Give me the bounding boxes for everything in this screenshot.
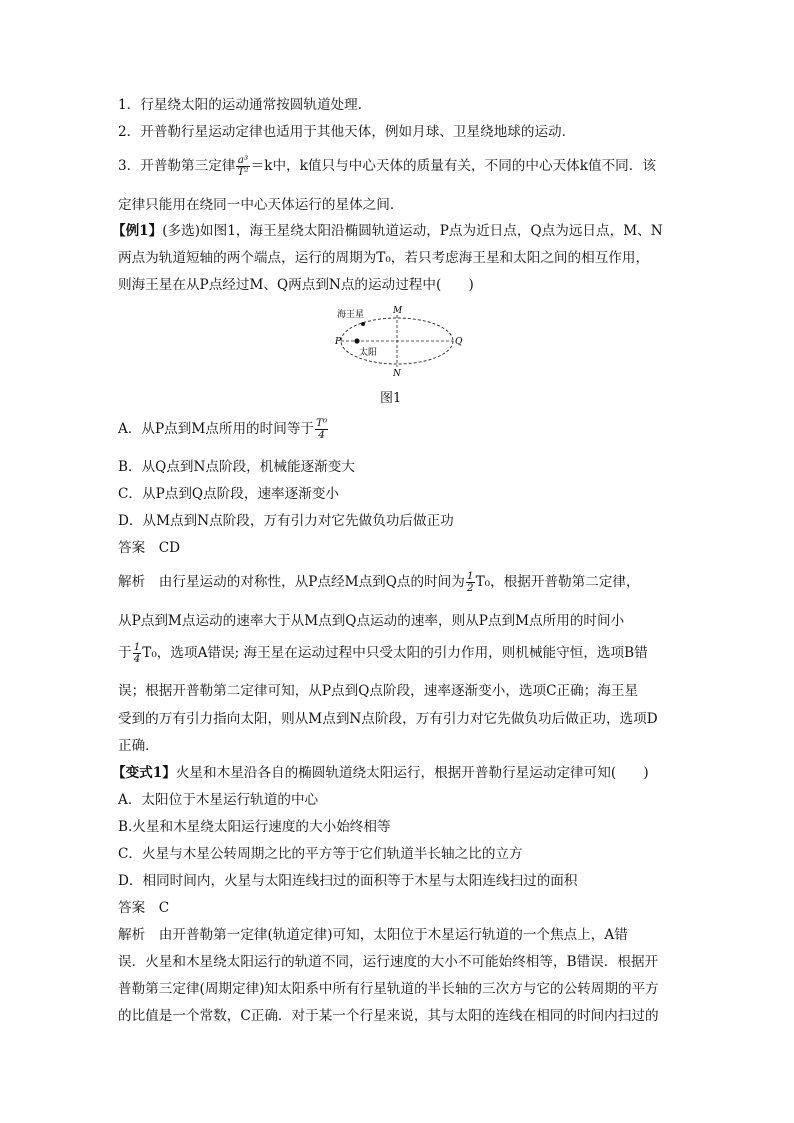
point-m-label: M xyxy=(393,306,403,316)
variant1-answer: 答案 C xyxy=(118,900,170,916)
fraction-denominator: T² xyxy=(237,166,249,178)
variant1-stem xyxy=(112,763,674,783)
example1-answer: 答案 CD xyxy=(118,540,181,556)
option-a-fraction xyxy=(315,418,328,441)
fraction-denominator: 2 xyxy=(466,582,474,594)
example1-line3: 则海王星在从P点经过M、Q两点到N点的运动过程中( ) xyxy=(118,277,474,293)
explanation-text: T₀，根据开普勒第二定律， xyxy=(475,574,640,590)
figure-caption: 图1 xyxy=(380,391,402,406)
point-p-label: P xyxy=(335,337,342,347)
planet-label: 海王星 xyxy=(337,310,365,320)
planet-dot xyxy=(361,322,365,326)
variant-tag: 【变式1】 xyxy=(112,765,176,781)
note-3 xyxy=(118,155,674,178)
explanation-text: 解析 由行星运动的对称性，从P点经M点到Q点的时间为 xyxy=(118,574,465,590)
example1-stem-1: (多选)如图1，海王星绕太阳沿椭圆轨道运动，P点为近日点，Q点为远日点，M、N xyxy=(162,223,663,239)
fraction-numerator: a³ xyxy=(237,154,249,166)
example1-explanation-1 xyxy=(118,571,674,594)
fraction-numerator: 1 xyxy=(466,570,474,582)
variant1-option-c: C．火星与木星公转周期之比的平方等于它们轨道半长轴之比的立方 xyxy=(118,846,523,862)
example1-option-b: B．从Q点到N点阶段，机械能逐渐变大 xyxy=(118,459,355,475)
point-n-label: N xyxy=(393,369,401,377)
variant1-option-a: A．太阳位于木星运行轨道的中心 xyxy=(118,792,319,808)
sun-dot xyxy=(354,338,359,343)
variant1-explanation-1: 解析 由开普勒第一定律(轨道定律)可知，太阳位于木星运行轨道的一个焦点上，A错 xyxy=(118,927,628,943)
fraction-numerator: T⁰ xyxy=(316,417,328,429)
half-fraction xyxy=(466,571,475,594)
example1-option-c: C．从P点到Q点阶段，速率逐渐变小 xyxy=(118,486,340,502)
quarter-fraction xyxy=(133,642,142,665)
fraction-denominator: 4 xyxy=(318,429,325,441)
variant1-explanation-4: 的比值是一个常数，C正确．对于某一个行星来说，其与太阳的连线在相同的时间内扫过的 xyxy=(118,1008,659,1024)
example1-explanation-3 xyxy=(118,642,674,665)
orbit-figure xyxy=(335,305,465,377)
example1-explanation-2: 从P点到M点运动的速率大于从M点到Q点运动的速率，则从P点到M点所用的时间小 xyxy=(118,613,625,629)
example1-option-d: D．从M点到N点阶段，万有引力对它先做负功后做正功 xyxy=(118,513,454,529)
example1-option-a xyxy=(118,418,674,441)
note-1: 1．行星绕太阳的运动通常按圆轨道处理． xyxy=(118,97,372,113)
fraction-denominator: 4 xyxy=(133,653,141,665)
variant1-explanation-3: 普勒第三定律(周期定律)知太阳系中所有行星轨道的半长轴的三次方与它的公转周期的平方 xyxy=(118,981,659,997)
point-q-label: Q xyxy=(455,337,463,347)
example1-explanation-4: 误；根据开普勒第二定律可知，从P点到Q点阶段，速率逐渐变小，选项C正确；海王星 xyxy=(118,683,639,699)
note-2: 2．开普勒行星运动定律也适用于其他天体，例如月球、卫星绕地球的运动． xyxy=(118,124,576,140)
explanation-text: T₀，选项A错误; 海王星在运动过程中只受太阳的引力作用，则机械能守恒，选项B错 xyxy=(142,645,648,661)
kepler-third-law-fraction xyxy=(236,155,249,178)
example1-line2: 两点为轨道短轴的两个端点，运行的周期为T₀，若只考虑海王星和太阳之间的相互作用， xyxy=(118,250,650,266)
note-3-cont: 定律只能用在绕同一中心天体运行的星体之间． xyxy=(118,197,404,213)
variant1-option-b: B.火星和木星绕太阳运行速度的大小始终相等 xyxy=(118,819,391,835)
variant1-explanation-2: 误．火星和木星绕太阳运行的轨道不同，运行速度的大小不可能始终相等，B错误．根据开 xyxy=(118,954,659,970)
example1-explanation-5: 受到的万有引力指向太阳，则从M点到N点阶段，万有引力对它先做负功后做正功，选项D xyxy=(118,711,658,727)
example1-line1 xyxy=(112,221,674,241)
note-3-lead: 3．开普勒第三定律 xyxy=(118,158,236,174)
fraction-numerator: 1 xyxy=(133,641,141,653)
variant1-option-d: D．相同时间内，火星与太阳连线扫过的面积等于木星与太阳连线扫过的面积 xyxy=(118,873,578,889)
example1-explanation-6: 正确． xyxy=(118,738,159,754)
sun-label: 太阳 xyxy=(359,348,378,358)
example-tag: 【例1】 xyxy=(112,223,163,239)
variant1-stem-text: 火星和木星沿各自的椭圆轨道绕太阳运行，根据开普勒行星运动定律可知( ) xyxy=(175,765,649,781)
option-a-text: A．从P点到M点所用的时间等于 xyxy=(118,421,315,437)
explanation-text: 于 xyxy=(118,645,132,661)
note-3-rest: ＝k中，k值只与中心天体的质量有关，不同的中心天体k值不同．该 xyxy=(250,158,656,174)
